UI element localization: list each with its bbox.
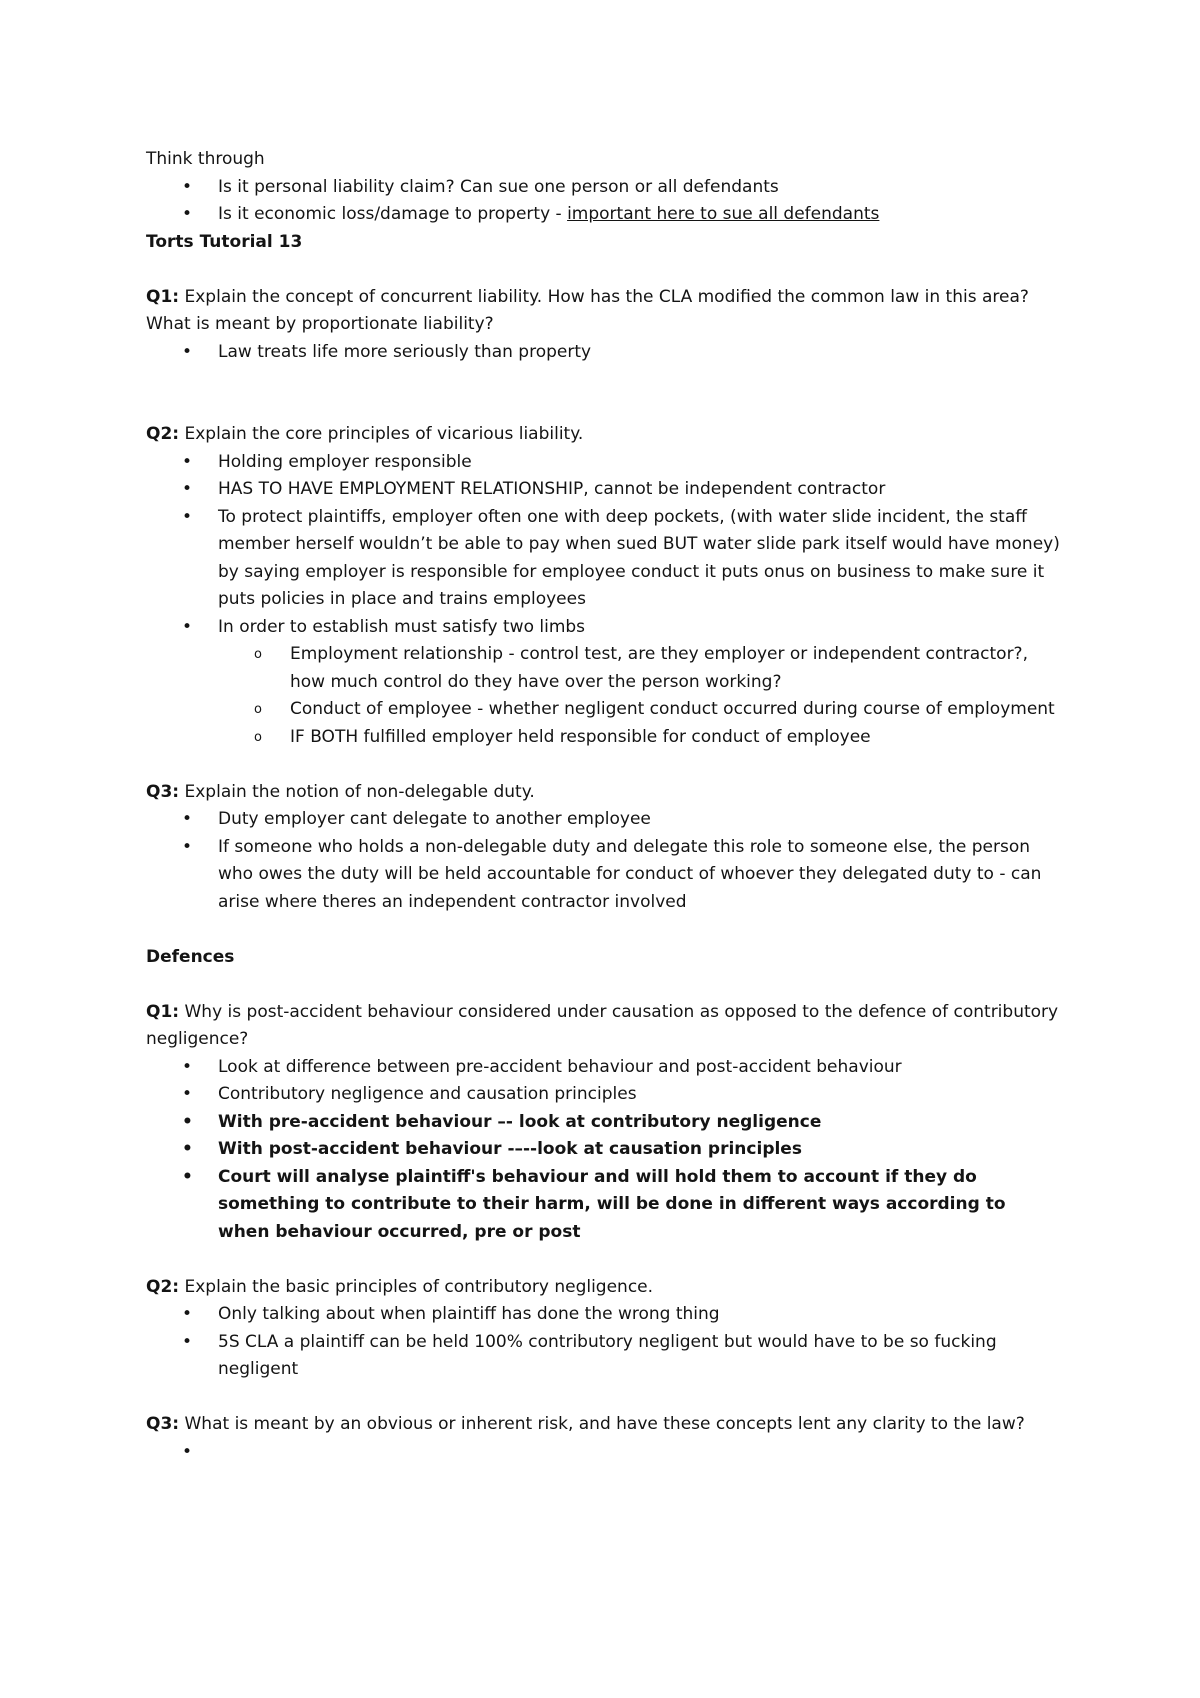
- question-text: Explain the basic principles of contributory negligence.: [179, 1276, 654, 1297]
- circle-bullet-icon: o: [254, 647, 262, 662]
- list-item: [146, 1136, 1060, 1164]
- question-label: Q2:: [146, 1276, 180, 1297]
- list-item: [146, 806, 1060, 834]
- sub-list-item-text: Employment relationship - control test, are they employer or independent contractor?, how much control do they have over the person working?: [290, 644, 1028, 692]
- q2-answers: [146, 449, 1060, 752]
- list-item-text: If someone who holds a non-delegable duty and delegate this role to someone else, the person who owes the duty will be held accountable for conduct of whoever they delegated duty to - can arise where theres an independent contractor involved: [218, 836, 1042, 912]
- list-item: [146, 1301, 1060, 1329]
- sub-list-item-text: IF BOTH fulfilled employer held responsible for conduct of employee: [290, 726, 871, 747]
- list-item-text: Is it personal liability claim? Can sue one person or all defendants: [218, 176, 779, 197]
- list-item: [146, 174, 1060, 202]
- list-item-text: Duty employer cant delegate to another employee: [218, 809, 651, 829]
- bullet-icon: •: [182, 479, 193, 499]
- question-d1: [146, 999, 1060, 1054]
- circle-bullet-icon: o: [254, 702, 262, 717]
- list-item: [146, 339, 1060, 367]
- bullet-icon: •: [182, 506, 193, 527]
- list-item-text: In order to establish must satisfy two limbs: [218, 616, 586, 637]
- bullet-icon: •: [182, 616, 193, 637]
- q3-answers: [146, 806, 1060, 916]
- list-item: [146, 1109, 1060, 1137]
- list-item: [146, 449, 1060, 477]
- list-item-text: Contributory negligence and causation principles: [218, 1084, 637, 1104]
- bullet-icon: •: [182, 1304, 193, 1324]
- list-item: [146, 1054, 1060, 1082]
- sub-list: [218, 641, 1060, 751]
- circle-bullet-icon: o: [254, 729, 262, 745]
- section-title: Defences: [146, 946, 235, 967]
- list-item-text: Court will analyse plaintiff's behaviour and will hold them to account if they do something to contribute to their harm, will be done in different ways according to when behaviour occurred, pre or post: [218, 1166, 1006, 1242]
- sub-list-item: [146, 641, 1060, 696]
- question-label: Q1:: [146, 1001, 180, 1022]
- bullet-icon: •: [182, 1166, 193, 1187]
- bullet-icon: •: [182, 1139, 193, 1159]
- bullet-icon: •: [182, 836, 193, 857]
- list-item-text: With post-accident behaviour -–--look at causation principles: [218, 1139, 802, 1159]
- q1-answers: [146, 339, 1060, 367]
- bullet-icon: •: [182, 809, 193, 829]
- list-item: [146, 1439, 1060, 1467]
- bullet-icon: •: [182, 204, 193, 224]
- list-item: [146, 1329, 1060, 1384]
- list-item-text: Law treats life more seriously than property: [218, 341, 592, 362]
- list-item: [146, 504, 1060, 614]
- bullet-icon: •: [182, 1441, 193, 1462]
- list-item: [146, 614, 1060, 752]
- bullet-icon: •: [182, 1331, 193, 1352]
- question-text: Explain the concept of concurrent liability. How has the CLA modified the common law in this area? What is meant by proportionate liability?: [146, 286, 1029, 334]
- list-item-text: Only talking about when plaintiff has done the wrong thing: [218, 1304, 720, 1324]
- d1-answers: [146, 1054, 1060, 1247]
- list-item-text: To protect plaintiffs, employer often one with deep pockets, (with water slide incident, the staff member herself wouldn’t be able to pay when sued BUT water slide park itself would have money) by saying employer is responsible for employee conduct it puts onus on business to make sure it puts policies in place and trains employees: [218, 506, 1060, 609]
- section-title: Torts Tutorial 13: [146, 231, 303, 252]
- bullet-icon: •: [182, 341, 193, 362]
- list-item-text: Look at difference between pre-accident behaviour and post-accident behaviour: [218, 1056, 902, 1077]
- list-item-text: Is it economic loss/damage to property -: [218, 204, 568, 224]
- bullet-icon: •: [182, 1111, 193, 1132]
- question-text: Why is post-accident behaviour considered under causation as opposed to the defence of contributory negligence?: [146, 1001, 1059, 1049]
- question-q3: [146, 779, 1060, 807]
- sub-list-item-text: Conduct of employee - whether negligent conduct occurred during course of employment: [290, 699, 1055, 719]
- list-item: [146, 1081, 1060, 1109]
- list-item-text: 5S CLA a plaintiff can be held 100% contributory negligent but would have to be so fucking negligent: [218, 1331, 997, 1379]
- think-through-list: [146, 174, 1060, 229]
- bullet-icon: •: [182, 1084, 193, 1104]
- d3-answers: [146, 1439, 1060, 1467]
- question-d3: [146, 1411, 1060, 1439]
- sub-list-item: [146, 696, 1060, 724]
- question-label: Q1:: [146, 286, 180, 307]
- list-item-text: HAS TO HAVE EMPLOYMENT RELATIONSHIP, cannot be independent contractor: [218, 479, 886, 499]
- list-item: [146, 476, 1060, 504]
- think-through-heading: Think through: [146, 149, 265, 169]
- d2-answers: [146, 1301, 1060, 1384]
- underlined-text: important here to sue all defendants: [567, 204, 880, 224]
- sub-list-item: [146, 724, 1060, 752]
- bullet-icon: •: [182, 1056, 193, 1077]
- question-label: Q2:: [146, 424, 180, 444]
- list-item: [146, 1164, 1060, 1247]
- bullet-icon: •: [182, 451, 193, 472]
- question-text: What is meant by an obvious or inherent risk, and have these concepts lent any clarity to the law?: [179, 1414, 1025, 1434]
- question-q1: [146, 284, 1060, 339]
- list-item: [146, 201, 1060, 229]
- question-text: Explain the core principles of vicarious liability.: [179, 424, 584, 444]
- question-q2: [146, 421, 1060, 449]
- list-item-text: With pre-accident behaviour –- look at contributory negligence: [218, 1111, 822, 1132]
- list-item-text: Holding employer responsible: [218, 451, 472, 472]
- question-label: Q3:: [146, 1414, 180, 1434]
- list-item: [146, 834, 1060, 917]
- bullet-icon: •: [182, 176, 193, 197]
- question-d2: [146, 1274, 1060, 1302]
- question-label: Q3:: [146, 781, 180, 802]
- question-text: Explain the notion of non-delegable duty.: [179, 781, 535, 802]
